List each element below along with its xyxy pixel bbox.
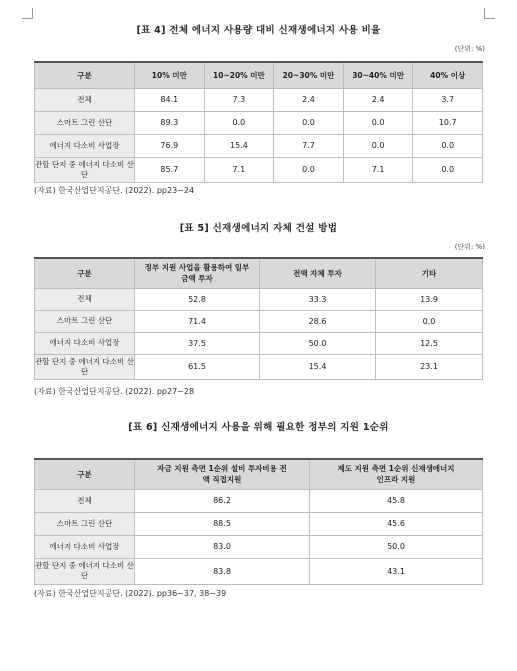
header-cell: 구분 [35,258,135,288]
cell-value: 50.0 [310,535,483,558]
cell-value: 0.0 [274,157,344,182]
cell-value: 45.8 [310,489,483,512]
header-cell: 구분 [35,62,135,88]
table-row [35,354,483,379]
header-cell: 40% 이상 [413,62,483,88]
cell-value: 2.4 [274,88,344,111]
table5-title: [표 5] 신재생에너지 자체 건설 방법 [179,223,338,234]
cell-value: 0.0 [413,157,483,182]
cell-value: 7.7 [274,134,344,157]
table4-unit: (단위: %) [454,45,485,53]
cell-value: 43.1 [310,558,483,584]
table-row [35,332,483,354]
cell-value: 52.8 [135,288,260,310]
table-header-row [35,62,483,88]
table5 [34,257,483,380]
cell-value: 15.4 [260,354,376,379]
table-row [35,310,483,332]
header-cell: 20~30% 미만 [274,62,344,88]
cell-value: 83.8 [135,558,310,584]
cell-value: 50.0 [260,332,376,354]
table4 [34,61,483,183]
row-label: 전체 [35,489,135,512]
table4-title: [표 4] 전체 에너지 사용량 대비 신재생에너지 사용 비율 [136,25,381,36]
header-cell: 30~40% 미만 [343,62,413,88]
table6 [34,458,483,585]
cell-value: 0.0 [204,111,274,134]
cell-value: 10.7 [413,111,483,134]
table5-unit: (단위: %) [454,243,485,251]
table-header-row [35,459,483,489]
cell-value: 45.6 [310,512,483,535]
cell-value: 85.7 [135,157,205,182]
header-cell: 10% 미만 [135,62,205,88]
row-label: 에너지 다소비 사업장 [35,332,135,354]
table6-source: (자료) 한국산업단지공단. (2022). pp36~37, 38~39 [34,589,227,598]
row-label: 스마트 그린 산단 [35,512,135,535]
cell-value: 76.9 [135,134,205,157]
cell-value: 12.5 [376,332,483,354]
cell-value: 23.1 [376,354,483,379]
cell-value: 0.0 [343,134,413,157]
table-row [35,489,483,512]
row-label: 스마트 그린 산단 [35,310,135,332]
header-cell: 제도 지원 측면 1순위 신재생에너지 인프라 지원 [310,459,483,489]
cell-value: 89.3 [135,111,205,134]
page-corner-mark-right [484,8,495,19]
table-row [35,134,483,157]
table-row [35,558,483,584]
row-label: 전체 [35,288,135,310]
header-cell: 정부 지원 사업을 활용하여 일부 금액 투자 [135,258,260,288]
table5-source: (자료) 한국산업단지공단. (2022). pp27~28 [34,387,195,396]
cell-value: 71.4 [135,310,260,332]
cell-value: 61.5 [135,354,260,379]
row-label: 에너지 다소비 사업장 [35,535,135,558]
cell-value: 0.0 [274,111,344,134]
cell-value: 33.3 [260,288,376,310]
table-row [35,288,483,310]
header-cell: 전액 자체 투자 [260,258,376,288]
cell-value: 3.7 [413,88,483,111]
cell-value: 0.0 [343,111,413,134]
cell-value: 84.1 [135,88,205,111]
header-cell: 구분 [35,459,135,489]
table-header-row [35,258,483,288]
row-label: 스마트 그린 산단 [35,111,135,134]
cell-value: 2.4 [343,88,413,111]
table4-source: (자료) 한국산업단지공단. (2022). pp23~24 [34,186,195,195]
cell-value: 13.9 [376,288,483,310]
cell-value: 7.3 [204,88,274,111]
cell-value: 37.5 [135,332,260,354]
cell-value: 0.0 [413,134,483,157]
cell-value: 28.6 [260,310,376,332]
table6-title: [표 6] 신재생에너지 사용을 위해 필요한 정부의 지원 1순위 [128,422,389,433]
table-row [35,157,483,182]
header-cell: 10~20% 미만 [204,62,274,88]
header-cell: 자금 지원 측면 1순위 설비 투자비용 전액 직접지원 [135,459,310,489]
table-row [35,111,483,134]
row-label: 관할 단지 중 에너지 다소비 산단 [35,354,135,379]
cell-value: 7.1 [343,157,413,182]
row-label: 관할 단지 중 에너지 다소비 산단 [35,157,135,182]
table-row [35,88,483,111]
table-row [35,512,483,535]
table-row [35,535,483,558]
header-cell: 기타 [376,258,483,288]
cell-value: 83.0 [135,535,310,558]
cell-value: 0.0 [376,310,483,332]
page-corner-mark-left [22,8,33,19]
cell-value: 86.2 [135,489,310,512]
cell-value: 15.4 [204,134,274,157]
row-label: 전체 [35,88,135,111]
row-label: 관할 단지 중 에너지 다소비 산단 [35,558,135,584]
cell-value: 88.5 [135,512,310,535]
row-label: 에너지 다소비 사업장 [35,134,135,157]
cell-value: 7.1 [204,157,274,182]
